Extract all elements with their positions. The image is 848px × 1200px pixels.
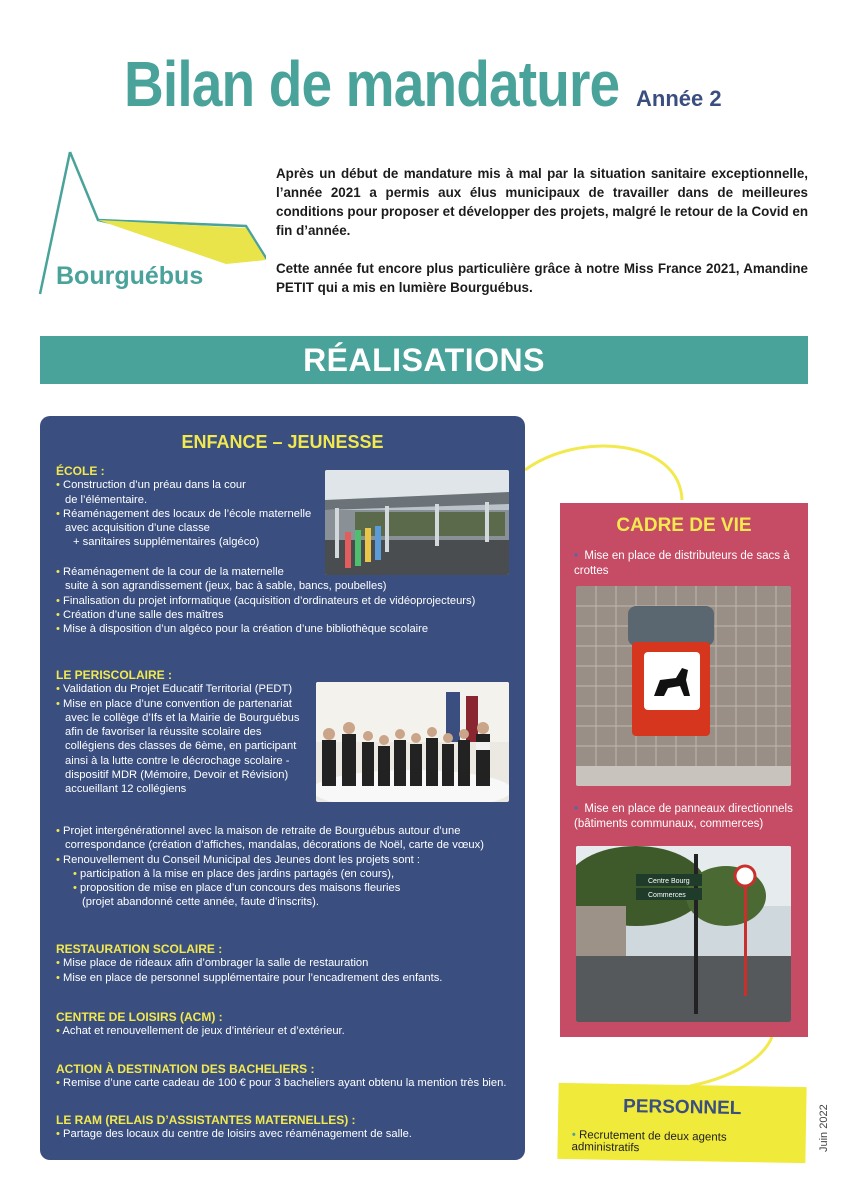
list-item: suite à son agrandissement (jeux, bac à sable, bancs, poubelles) xyxy=(65,580,387,593)
ram-section xyxy=(56,1111,516,1142)
list-item: • Mise place de rideaux afin d’ombrager la salle de restauration xyxy=(56,957,369,970)
intro-paragraph-2: Cette année fut encore plus particulière grâce à notre Miss France 2021, Amandine PETIT qui a mis en lumière Bourguébus. xyxy=(276,261,808,295)
directional-signs-photo xyxy=(576,846,791,1022)
list-item: • Mise en place de personnel supplémentaire pour l’encadrement des enfants. xyxy=(56,971,443,984)
list-item: • Partage des locaux du centre de loisirs avec réaménagement de salle. xyxy=(56,1128,412,1141)
list-item: • Construction d’un préau dans la cour xyxy=(56,479,246,492)
list-item: • Mise en place d’une convention de partenariat xyxy=(56,697,292,710)
personnel-panel xyxy=(557,1083,806,1163)
restauration-section xyxy=(56,940,516,985)
loisirs-title: CENTRE DE LOISIRS (ACM) : xyxy=(56,1010,223,1024)
sign-text-1: Centre Bourg xyxy=(648,878,690,885)
personnel-item: • Recrutement de deux agents administratifs xyxy=(571,1129,727,1155)
list-item: • Achat et renouvellement de jeux d’intérieur et d’extérieur. xyxy=(56,1025,345,1038)
ecole-section-continued xyxy=(56,565,516,636)
list-item: • Création d’une salle des maîtres xyxy=(56,608,224,621)
realisations-banner: RÉALISATIONS xyxy=(40,336,808,384)
list-item: • Remise d’une carte cadeau de 100 € pour 3 bacheliers ayant obtenu la mention très bien. xyxy=(56,1077,507,1090)
list-item: accueillant 12 collégiens xyxy=(65,783,187,796)
list-item: avec acquisition d’une classe xyxy=(65,522,210,535)
list-item: • participation à la mise en place des jardins partagés (en cours), xyxy=(73,867,395,880)
list-item: de l’élémentaire. xyxy=(65,493,148,506)
date-stamp: Juin 2022 xyxy=(818,1104,830,1152)
list-item: • proposition de mise en place d’un concours des maisons fleuries xyxy=(73,882,401,895)
cadre-item-2: • Mise en place de panneaux directionnels (bâtiments communaux, commerces) xyxy=(574,803,793,830)
sign-text-2: Commerces xyxy=(648,892,686,899)
bacheliers-title: ACTION À DESTINATION DES BACHELIERS : xyxy=(56,1062,315,1076)
list-item: correspondance (création d’affiches, mandalas, décorations de Noël, carte de vœux) xyxy=(65,839,484,852)
list-item: • Projet intergénérationnel avec la maison de retraite de Bourguébus autour d’une xyxy=(56,825,461,837)
list-item: ainsi à la lutte contre le décrochage scolaire - xyxy=(65,754,290,767)
list-item: collégiens des classes de 6ème, en participant xyxy=(65,740,297,753)
enfance-title: ENFANCE – JEUNESSE xyxy=(181,432,384,452)
list-item: afin de favoriser la réussite scolaire des xyxy=(65,726,262,739)
periscolaire-title: LE PERISCOLAIRE : xyxy=(56,668,173,682)
ecole-section xyxy=(56,462,366,550)
year-subtitle: Année 2 xyxy=(636,86,722,111)
periscolaire-section xyxy=(56,666,338,797)
intro-text xyxy=(276,164,808,297)
group-photo xyxy=(316,682,509,802)
list-item: • Réaménagement des locaux de l’école maternelle xyxy=(56,507,312,520)
personnel-title: PERSONNEL xyxy=(622,1095,742,1120)
list-item: + sanitaires supplémentaires (algéco) xyxy=(73,536,260,549)
intro-paragraph-1: Après un début de mandature mis à mal par la situation sanitaire exceptionnelle, l’année 2021 a permis aux élus municipaux de travailler dans de meilleures conditions pour proposer et développer des projets, malgré le retour de la Covid en fin d’année. xyxy=(276,166,809,238)
list-item: dispositif MDR (Mémoire, Devoir et Révision) xyxy=(65,769,289,782)
list-item: • Finalisation du projet informatique (acquisition d’ordinateurs et de vidéoprojecteurs) xyxy=(56,594,476,607)
restauration-title: RESTAURATION SCOLAIRE : xyxy=(56,942,223,956)
loisirs-section xyxy=(56,1008,516,1039)
list-item: • Réaménagement de la cour de la maternelle xyxy=(56,566,284,578)
dog-bag-dispenser-photo xyxy=(576,586,791,786)
list-item: avec le collège d’Ifs et la Mairie de Bourguébus xyxy=(65,711,300,724)
list-item: • Mise à disposition d’un algéco pour la création d’une bibliothèque scolaire xyxy=(56,623,429,636)
logo-text: Bourguébus xyxy=(56,262,204,290)
ecole-title: ÉCOLE : xyxy=(56,464,105,478)
cadre-item-1: • Mise en place de distributeurs de sacs à crottes xyxy=(574,550,790,577)
bacheliers-section xyxy=(56,1060,516,1091)
ram-title: LE RAM (RELAIS D’ASSISTANTES MATERNELLES) : xyxy=(56,1113,356,1127)
list-item: • Validation du Projet Educatif Territorial (PEDT) xyxy=(56,683,293,696)
page-title: Bilan de mandature xyxy=(124,48,620,120)
school-canopy-photo xyxy=(325,470,509,575)
cadre-title: CADRE DE VIE xyxy=(616,515,752,536)
list-item: • Renouvellement du Conseil Municipal des Jeunes dont les projets sont : xyxy=(56,853,420,866)
list-item: (projet abandonné cette année, faute d’inscrits). xyxy=(82,896,319,909)
periscolaire-section-continued xyxy=(56,824,516,910)
